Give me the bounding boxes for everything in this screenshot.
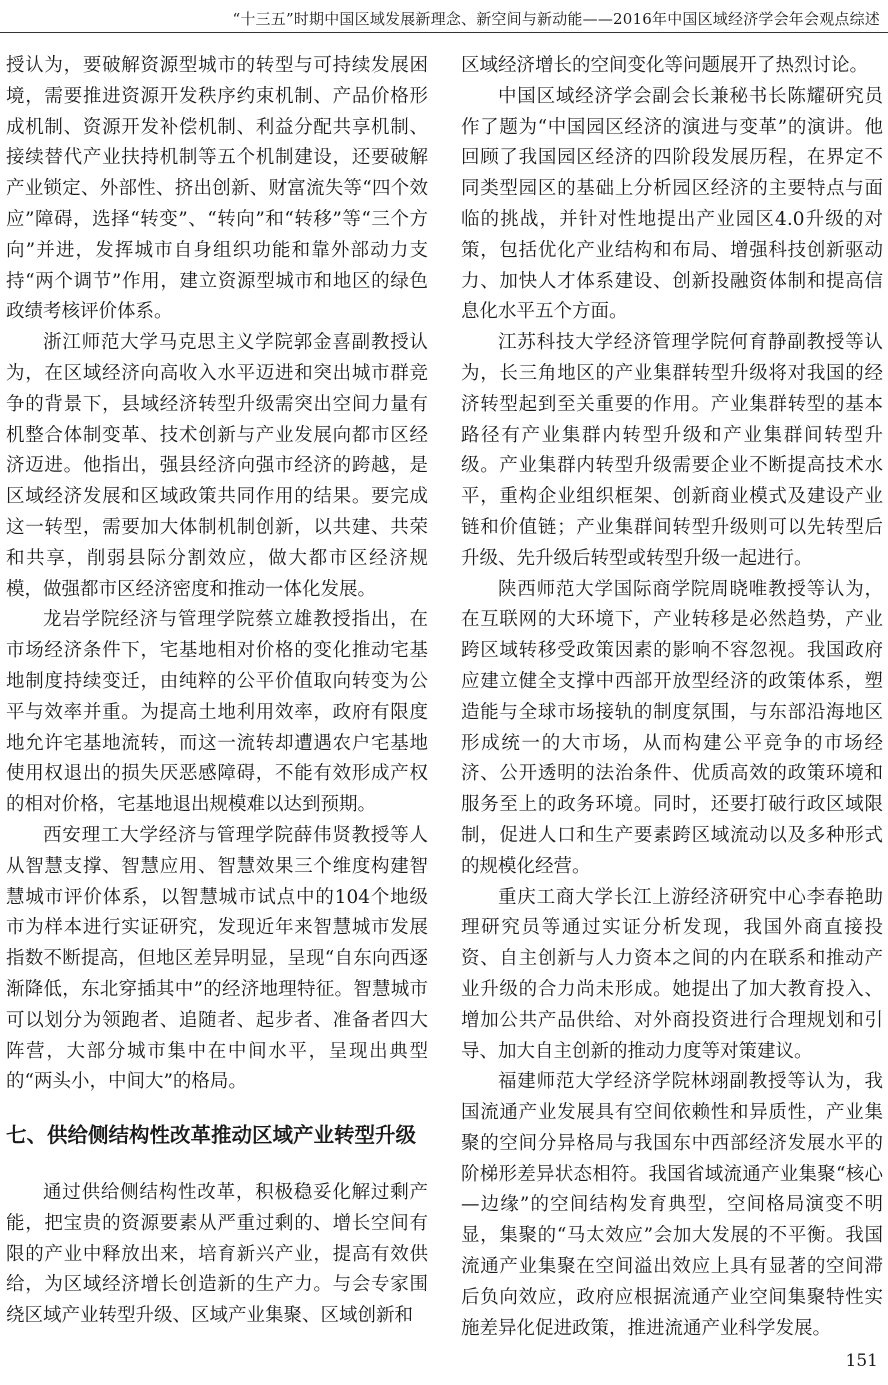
header-rule — [0, 32, 888, 33]
paragraph-li-chunyan: 重庆工商大学长江上游经济研究中心李春艳助理研究员等通过实证分析发现，我国外商直接投资、自主创新与人力资本之间的内在联系和推动产业升级的合力尚未形成。她提出了加大教育投入、增加公共产品供给、对外商投资进行合理规划和引导、加大自主创新的推动力度等对策建议。 — [461, 886, 883, 1062]
right-column — [461, 51, 883, 1344]
paragraph-guo-jinxi: 浙江师范大学马克思主义学院郭金喜副教授认为，在区域经济向高收入水平迈进和突出城市群竞争的背景下，县域经济转型升级需突出空间力量有机整合体制变革、技术创新与产业发展向都市区经济迈进。他指出，强县经济向强市经济的跨越，是区域经济发展和区域政策共同作用的结果。要完成这一转型，需要加大体制机制创新，以共建、共荣和共享，削弱县际分割效应，做大都市区经济规模，做强都市区经济密度和推动一体化发展。 — [6, 332, 428, 600]
paragraph-xue-weixian: 西安理工大学经济与管理学院薛伟贤教授等人从智慧支撑、智慧应用、智慧效果三个维度构建智慧城市评价体系，以智慧城市试点中的104个地级市为样本进行实证研究，发现近年来智慧城市发展指数不断提高，但地区差异明显，呈现“自东向西逐渐降低，东北穿插其中”的经济地理特征。智慧城市可以划分为领跑者、追随者、起步者、准备者四大阵营，大部分城市集中在中间水平，呈现出典型的“两头小，中间大”的格局。 — [6, 824, 428, 1093]
paragraph-lin-yi: 福建师范大学经济学院林翊副教授等认为，我国流通产业发展具有空间依赖性和异质性，产业集聚的空间分异格局与我国东中西部经济发展水平的阶梯形差异状态相符。我国省域流通产业集聚“核心—边缘”的空间结构发育典型，空间格局演变不明显，集聚的“马太效应”会加大发展的不平衡。我国流通产业集聚在空间溢出效应上具有显著的空间滞后负向效应，政府应根据流通产业空间集聚特性实施差异化促进政策，推进流通产业科学发展。 — [461, 1071, 883, 1339]
running-header: “十三五”时期中国区域发展新理念、新空间与新动能——2016年中国区域经济学会年会观点综述 — [232, 10, 880, 28]
paragraph-continuation: 区域经济增长的空间变化等问题展开了热烈讨论。 — [461, 55, 869, 76]
paragraph-continuation: 授认为，要破解资源型城市的转型与可持续发展困境，需要推进资源开发秩序约束机制、产品价格形成机制、资源开发补偿机制、利益分配共享机制、接续替代产业扶持机制等五个机制建设，还要破解产业锁定、外部性、挤出创新、财富流失等“四个效应”障碍，选择“转变”、“转向”和“转移”等“三个方向”并进，发挥城市自身组织功能和靠外部动力支持“两个调节”作用，建立资源型城市和地区的绿色政绩考核评价体系。 — [6, 55, 428, 323]
paragraph-section-intro: 通过供给侧结构性改革，积极稳妥化解过剩产能，把宝贵的资源要素从严重过剩的、增长空间有限的产业中释放出来，培育新兴产业，提高有效供给，为区域经济增长创造新的生产力。与会专家围绕区域产业转型升级、区域产业集聚、区域创新和 — [6, 1182, 428, 1327]
left-column — [6, 51, 428, 1332]
paragraph-cai-lixiong: 龙岩学院经济与管理学院蔡立雄教授指出，在市场经济条件下，宅基地相对价格的变化推动宅基地制度持续变迁，由纯粹的公平价值取向转变为公平与效率并重。为提高土地利用效率，政府有限度地允许宅基地流转，而这一流转却遭遇农户宅基地使用权退出的损失厌恶感障碍，不能有效形成产权的相对价格，宅基地退出规模难以达到预期。 — [6, 609, 428, 816]
section-heading: 七、供给侧结构性改革推动区域产业转型升级 — [6, 1123, 416, 1148]
paragraph-zhou-xiaowei: 陕西师范大学国际商学院周晓唯教授等认为，在互联网的大环境下，产业转移是必然趋势，产业跨区域转移受政策因素的影响不容忽视。我国政府应建立健全支撑中西部开放型经济的政策体系，塑造能与全球市场接轨的制度氛围，与东部沿海地区形成统一的大市场，从而构建公平竞争的市场经济、公开透明的法治条件、优质高效的政策环境和服务至上的政务环境。同时，还要打破行政区域限制，促进人口和生产要素跨区域流动以及多种形式的规模化经营。 — [461, 578, 883, 877]
page-number: 151 — [845, 1351, 878, 1371]
paragraph-he-yujing: 江苏科技大学经济管理学院何育静副教授等认为，长三角地区的产业集群转型升级将对我国的经济转型起到至关重要的作用。产业集群转型的基本路径有产业集群内转型升级和产业集群间转型升级。产业集群内转型升级需要企业不断提高技术水平，重构企业组织框架、创新商业模式及建设产业链和价值链；产业集群间转型升级则可以先转型后升级、先升级后转型或转型升级一起进行。 — [461, 332, 883, 569]
paragraph-chen-yao: 中国区域经济学会副会长兼秘书长陈耀研究员作了题为“中国园区经济的演进与变革”的演讲。他回顾了我国园区经济的四阶段发展历程，在界定不同类型园区的基础上分析园区经济的主要特点与面临的挑战，并针对性地提出产业园区4.0升级的对策，包括优化产业结构和布局、增强科技创新驱动力、加快人才体系建设、创新投融资体制和提高信息化水平五个方面。 — [461, 85, 883, 323]
